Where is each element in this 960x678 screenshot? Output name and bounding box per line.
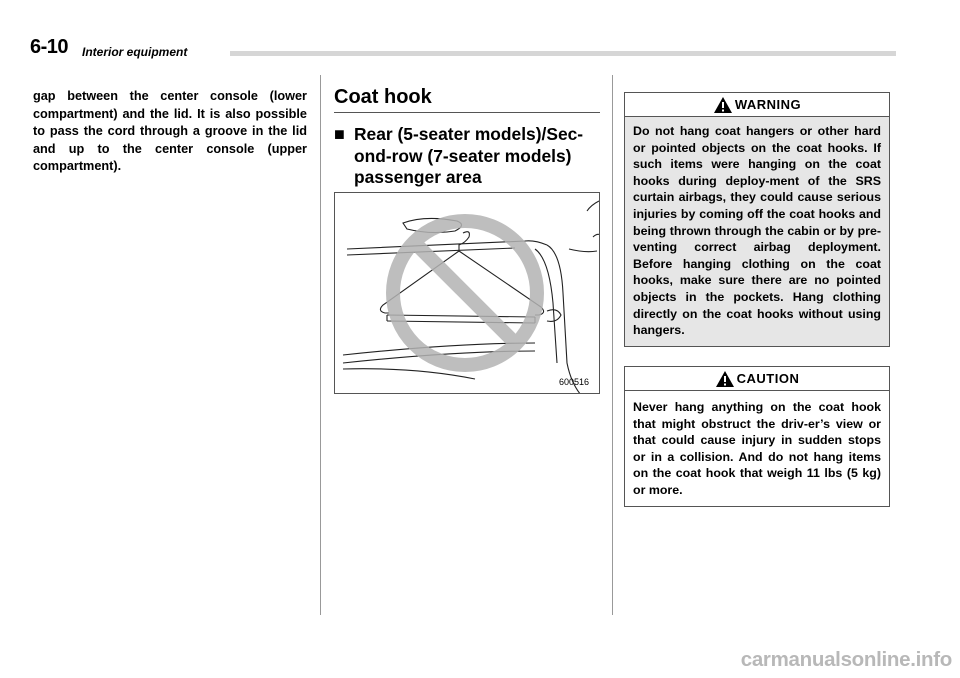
passenger-area-subheading [334, 124, 604, 189]
warning-triangle-icon [713, 96, 733, 114]
caution-box [624, 366, 890, 507]
page-number: 6-10 [30, 36, 69, 58]
prohibition-sign-icon [393, 221, 537, 365]
column-divider-left [320, 75, 321, 615]
left-paragraph: gap between the center console (lower compartment) and the lid. It is also possible to pass the cord through a groove in the lid and up to the center console (upper compartment). [33, 89, 307, 174]
figure-code: 600516 [558, 377, 589, 387]
subheading-line-2: ond-row (7-seater models) [354, 145, 572, 166]
coat-hook-illustration [334, 192, 600, 394]
warning-label: WARNING [734, 97, 802, 112]
column-divider-right [612, 75, 613, 615]
coat-hook-heading: Coat hook [334, 86, 432, 108]
section-title: Interior equipment [82, 45, 188, 59]
caution-header [625, 367, 889, 391]
square-bullet-icon: ■ [334, 124, 345, 144]
watermark-text: carmanualsonline.info [740, 648, 952, 671]
caution-label: CAUTION [736, 371, 800, 386]
warning-header [625, 93, 889, 117]
warning-box [624, 92, 890, 347]
caution-text: Never hang anything on the coat hook that might obstruct the driv-er’s view or that could cause injury in sudden stops or in a collision. And do not hang items on the coat hook that weigh 11 lbs (5 kg) or more. [625, 391, 889, 506]
header-rule [230, 51, 896, 56]
coat-hanger-prohibited-illustration [335, 193, 600, 394]
subheading-line-1: Rear (5-seater models)/Sec- [354, 124, 584, 144]
warning-text: Do not hang coat hangers or other hard or pointed objects on the coat hooks. If such items were hanging on the coat hooks during deploy-ment of the SRS curtain airbags, they could cause serious injuries by coming off the coat hooks and being thrown through the cabin or by pre-venting correct airbag deployment. Before hanging clothing on the coat hooks, make sure there are no pointed objects in the pockets. Hang clothing directly on the coat hooks without using hangers. [625, 117, 889, 346]
caution-triangle-icon [715, 370, 735, 388]
subheading-line-3: passenger area [354, 167, 482, 187]
page-header [30, 34, 896, 64]
heading-underline [334, 112, 600, 113]
